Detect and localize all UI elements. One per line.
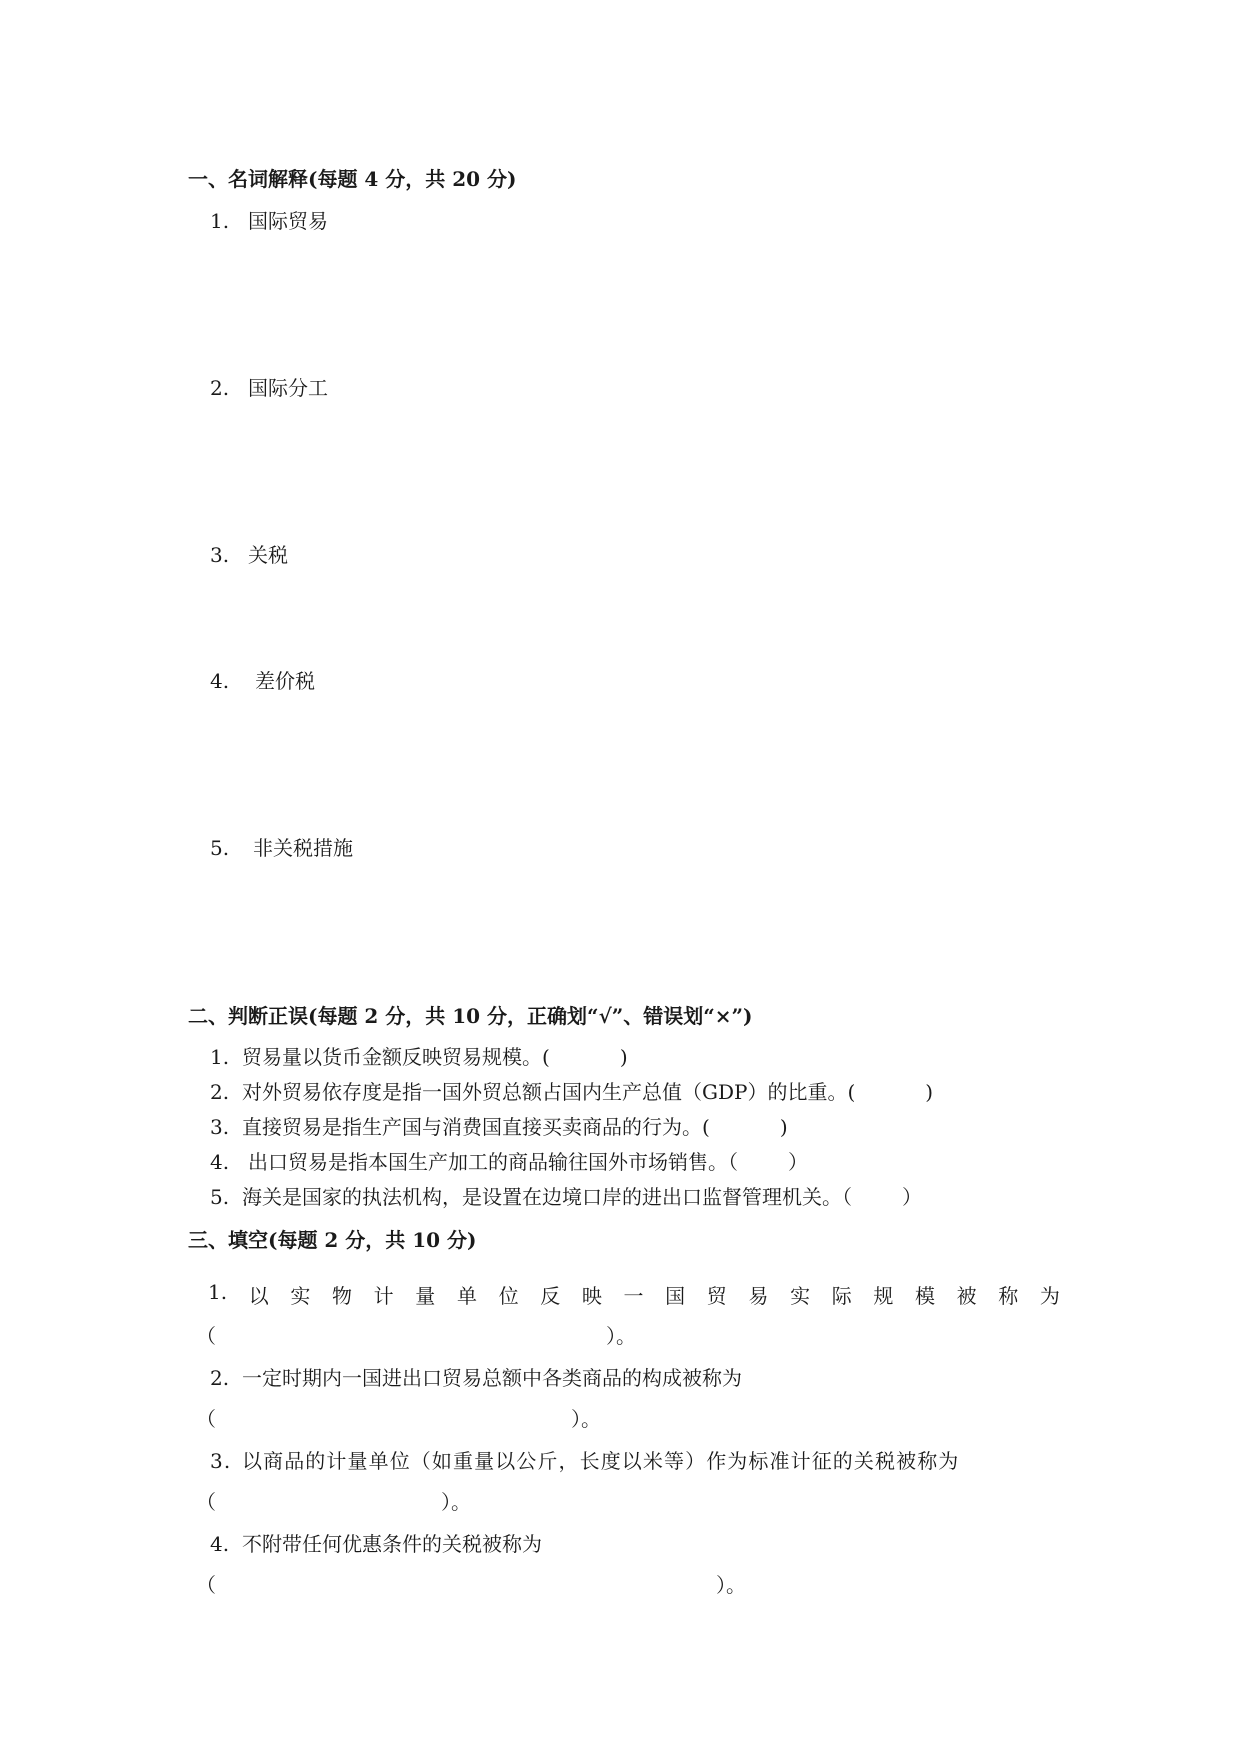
item-text: 不附带任何优惠条件的关税被称为 [242,1532,542,1556]
item-text: 贸易量以货币金额反映贸易规模。( [242,1045,550,1069]
blank-open: （ [196,1490,216,1514]
fill-char: 规 [873,1284,894,1308]
true-false-item [210,1181,922,1210]
section2-title: 二、判断正误(每题 2 分，共 10 分，正确划“√”、错误划“×”) [188,1004,753,1028]
item-number: 1. [210,1045,230,1069]
fill-char: 映 [581,1284,602,1308]
item-text: 以商品的计量单位（如重量以公斤，长度以米等）作为标准计征的关税被称为 [242,1449,960,1473]
term-text: 关税 [248,543,288,567]
item-close: ) [925,1080,934,1104]
fill-char: 计 [373,1284,394,1308]
fill-char: 模 [914,1284,935,1308]
true-false-item [210,1111,788,1140]
item-text: 出口贸易是指本国生产加工的商品输往国外市场销售。（ [248,1150,738,1174]
fill-item-1-line [208,1280,1060,1309]
fill-item-1-blank-line [196,1320,636,1349]
fill-char: 量 [415,1284,436,1308]
item-number: 5. [210,1185,230,1209]
fill-char: 贸 [706,1284,727,1308]
item-close: ) [779,1115,788,1139]
term-text: 国际贸易 [248,209,328,233]
item-text: 海关是国家的执法机构，是设置在边境口岸的进出口监督管理机关。（ [242,1185,852,1209]
term-number: 3. [210,543,230,567]
fill-item-2-blank-line [196,1403,601,1432]
fill-char: 为 [1039,1284,1060,1308]
true-false-item [210,1076,933,1105]
item-number: 1. [208,1280,228,1304]
item-text: 对外贸易依存度是指一国外贸总额占国内生产总值（GDP）的比重。( [242,1080,856,1104]
term-item [210,372,328,401]
fill-item [210,1362,742,1391]
blank-close: ）。 [716,1573,746,1597]
blank-open: （ [196,1407,216,1431]
term-text: 差价税 [255,669,315,693]
fill-char: 称 [998,1284,1019,1308]
item-text: 直接贸易是指生产国与消费国直接买卖商品的行为。( [242,1115,710,1139]
term-number: 1. [210,209,230,233]
blank-open: （ [196,1573,216,1597]
fill-char: 位 [498,1284,519,1308]
fill-item-3-blank-line [196,1486,471,1515]
fill-char: 国 [665,1284,686,1308]
item-number: 2. [210,1366,230,1390]
fill-char: 际 [831,1284,852,1308]
blank-close: ）。 [606,1324,636,1348]
item-number: 4. [210,1532,230,1556]
blank-close: ）。 [441,1490,471,1514]
term-number: 4. [210,669,230,693]
item-close: ) [619,1045,628,1069]
fill-char: 反 [540,1284,561,1308]
term-text: 非关税措施 [253,836,353,860]
fill-char: 被 [956,1284,977,1308]
item-number: 2. [210,1080,230,1104]
true-false-item [210,1146,808,1175]
fill-char: 以 [248,1284,269,1308]
term-number: 5. [210,836,230,860]
item-close: ） [788,1150,808,1174]
item-close: ） [902,1185,922,1209]
fill-char: 易 [748,1284,769,1308]
item-number: 3. [210,1449,232,1473]
blank-open: （ [196,1324,216,1348]
term-item [210,539,288,568]
term-item [210,832,353,861]
blank-close: ）。 [571,1407,601,1431]
fill-char: 实 [290,1284,311,1308]
fill-item [210,1528,542,1557]
fill-item-4-blank-line [196,1569,746,1598]
section1-title: 一、名词解释(每题 4 分，共 20 分) [188,167,517,191]
item-number: 4. [210,1150,230,1174]
fill-char: 物 [332,1284,353,1308]
term-number: 2. [210,376,230,400]
fill-char: 一 [623,1284,644,1308]
fill-item [210,1445,959,1474]
term-item [210,665,315,694]
fill-char: 单 [456,1284,477,1308]
term-item [210,205,328,234]
true-false-item [210,1041,628,1070]
section3-title: 三、填空(每题 2 分，共 10 分) [188,1228,477,1252]
term-text: 国际分工 [248,376,328,400]
item-number: 3. [210,1115,230,1139]
fill-char: 实 [790,1284,811,1308]
item-text: 一定时期内一国进出口贸易总额中各类商品的构成被称为 [242,1366,742,1390]
